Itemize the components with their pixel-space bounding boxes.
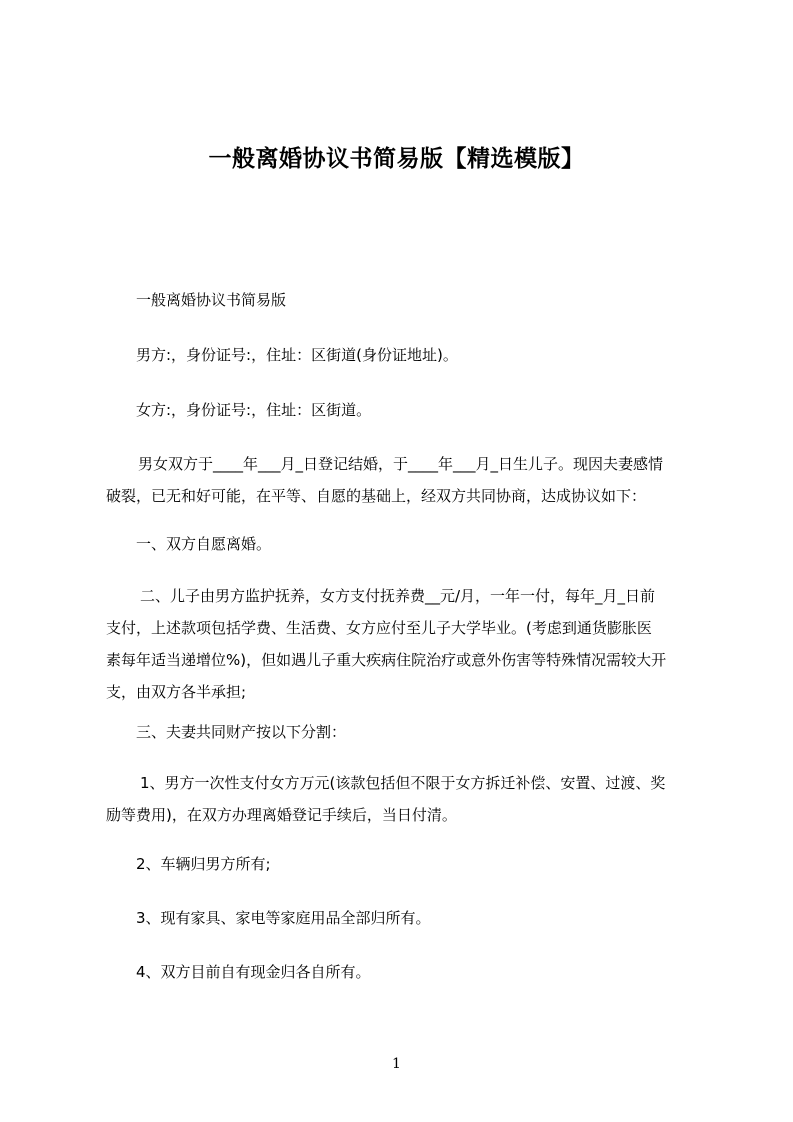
subtitle-paragraph: 一般离婚协议书简易版: [136, 291, 287, 309]
item-1-line-2: 励等费用)，在双方办理离婚登记手续后，当日付清。: [106, 806, 457, 824]
page-number: 1: [392, 1056, 401, 1072]
clause-2-paragraph: [106, 580, 703, 708]
item-2-paragraph: 2、车辆归男方所有;: [136, 855, 271, 873]
clause-1-paragraph: 一、双方自愿离婚。: [136, 535, 272, 553]
document-title: 一般离婚协议书简易版【精选模版】: [208, 146, 585, 172]
intro-line-2: 破裂，已无和好可能，在平等、自愿的基础上，经双方共同协商，达成协议如下：: [106, 487, 647, 505]
item-1-line-1: 1、男方一次性支付女方万元(该款包括但不限于女方拆迁补偿、安置、过渡、奖: [140, 774, 666, 792]
item-1-paragraph: [106, 767, 703, 831]
intro-paragraph: [106, 448, 703, 512]
male-party-paragraph: 男方:，身份证号:，住址：区街道(身份证地址)。: [136, 346, 458, 364]
item-3-paragraph: 3、现有家具、家电等家庭用品全部归所有。: [136, 909, 431, 927]
item-4-paragraph: 4、双方目前自有现金归各自所有。: [136, 963, 371, 981]
female-party-paragraph: 女方:，身份证号:，住址：区街道。: [136, 401, 372, 419]
clause-3-paragraph: 三、夫妻共同财产按以下分割：: [136, 723, 347, 741]
clause-2-line-4: 支，由双方各半承担;: [106, 683, 247, 701]
clause-2-line-2: 支付，上述款项包括学费、生活费、女方应付至儿子大学毕业。(考虑到通货膨胀医: [106, 619, 652, 637]
clause-2-line-3: 素每年适当递增位%)，但如遇儿子重大疾病住院治疗或意外伤害等特殊情况需较大开: [106, 651, 667, 669]
intro-line-1: 男女双方于____年___月_日登记结婚，于____年___月_日生儿子。现因夫妻感情: [138, 455, 664, 473]
clause-2-line-1: 二、儿子由男方监护抚养，女方支付抚养费__元/月，一年一付，每年_月_日前: [140, 587, 656, 605]
